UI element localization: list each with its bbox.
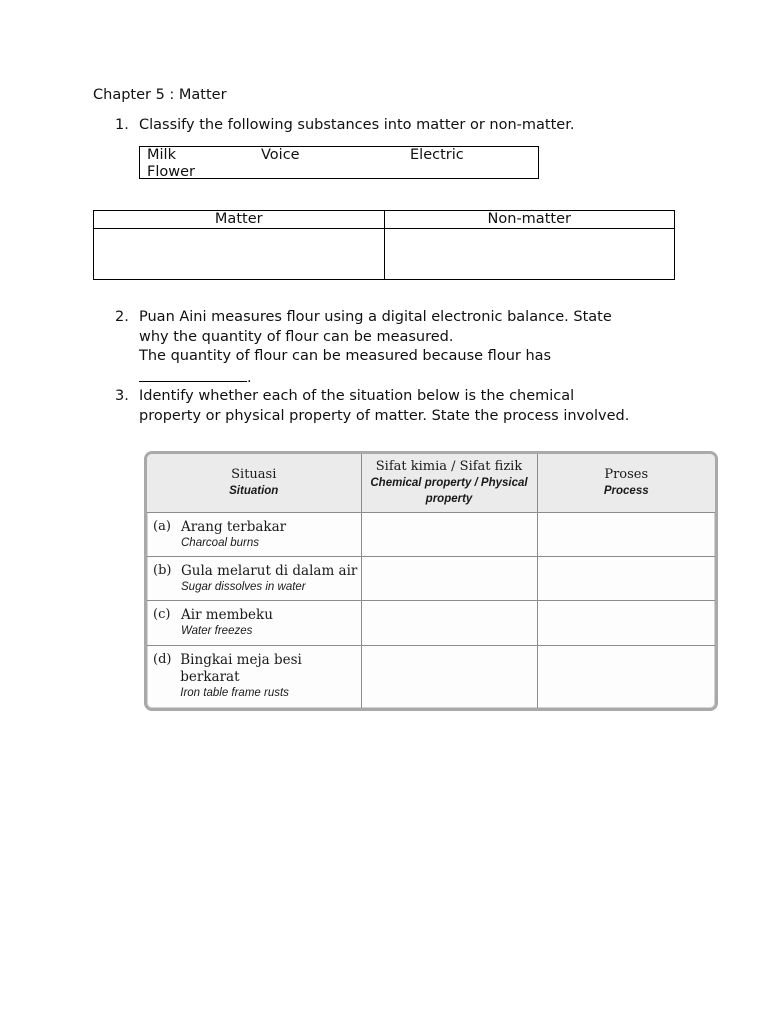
question-text: Puan Aini measures flour using a digital electronic balance. State <box>139 309 612 325</box>
substance-item: Voice <box>261 147 300 163</box>
situation-ms: Bingkai meja besi berkarat <box>180 651 302 685</box>
substance-item: Milk <box>147 147 176 163</box>
row-letter: (c) <box>153 607 171 623</box>
answer-cell-non-matter[interactable] <box>384 229 675 280</box>
classification-table <box>93 210 675 280</box>
process-answer-cell[interactable] <box>537 557 715 601</box>
situation-ms: Arang terbakar <box>181 519 287 535</box>
question-text: Identify whether each of the situation below is the chemical <box>139 388 575 404</box>
substance-item: Flower <box>147 164 195 180</box>
answer-line[interactable]: . <box>139 367 675 389</box>
header-situation: Situasi Situation <box>147 454 361 513</box>
header-property: Sifat kimia / Sifat fizik Chemical property / Physical property <box>361 454 537 513</box>
answer-prompt: The quantity of flour can be measured because flour has <box>139 348 552 364</box>
row-letter: (b) <box>153 563 172 579</box>
process-answer-cell[interactable] <box>537 645 715 708</box>
situation-en: Charcoal burns <box>181 537 259 549</box>
row-letter: (d) <box>153 651 172 667</box>
question-number: 2. <box>115 309 129 325</box>
question-number: 1. <box>115 117 129 133</box>
question-1 <box>115 116 675 136</box>
situation-en: Water freezes <box>181 625 253 638</box>
substances-box <box>139 146 539 179</box>
question-text: why the quantity of flour can be measured. <box>139 328 454 345</box>
table-row <box>147 601 715 645</box>
situation-ms: Gula melarut di dalam air <box>181 563 358 580</box>
property-answer-cell[interactable] <box>361 557 537 601</box>
column-header-matter: Matter <box>94 211 385 229</box>
answer-cell-matter[interactable] <box>94 229 385 280</box>
property-answer-cell[interactable] <box>361 645 537 708</box>
process-answer-cell[interactable] <box>537 601 715 645</box>
situation-en: Iron table frame rusts <box>180 686 289 699</box>
table-row <box>147 557 715 601</box>
question-text: property or physical property of matter. State the process involved. <box>139 407 630 424</box>
question-text: Classify the following substances into matter or non-matter. <box>139 117 575 133</box>
table-row <box>147 513 715 557</box>
answer-blank[interactable] <box>139 367 247 382</box>
situation-ms: Air membeku <box>181 607 273 624</box>
table-row <box>147 645 715 708</box>
property-answer-cell[interactable] <box>361 513 537 557</box>
column-header-non-matter: Non-matter <box>384 211 675 229</box>
row-letter: (a) <box>153 519 171 534</box>
header-process: Proses Process <box>537 454 715 513</box>
chapter-title: Chapter 5 : Matter <box>93 87 227 103</box>
process-answer-cell[interactable] <box>537 513 715 557</box>
scanned-property-table <box>144 451 718 711</box>
situation-en: Sugar dissolves in water <box>181 581 306 594</box>
property-answer-cell[interactable] <box>361 601 537 645</box>
question-3 <box>115 387 675 426</box>
substance-item: Electric <box>410 147 464 163</box>
question-number: 3. <box>115 388 129 404</box>
question-2 <box>115 308 675 388</box>
